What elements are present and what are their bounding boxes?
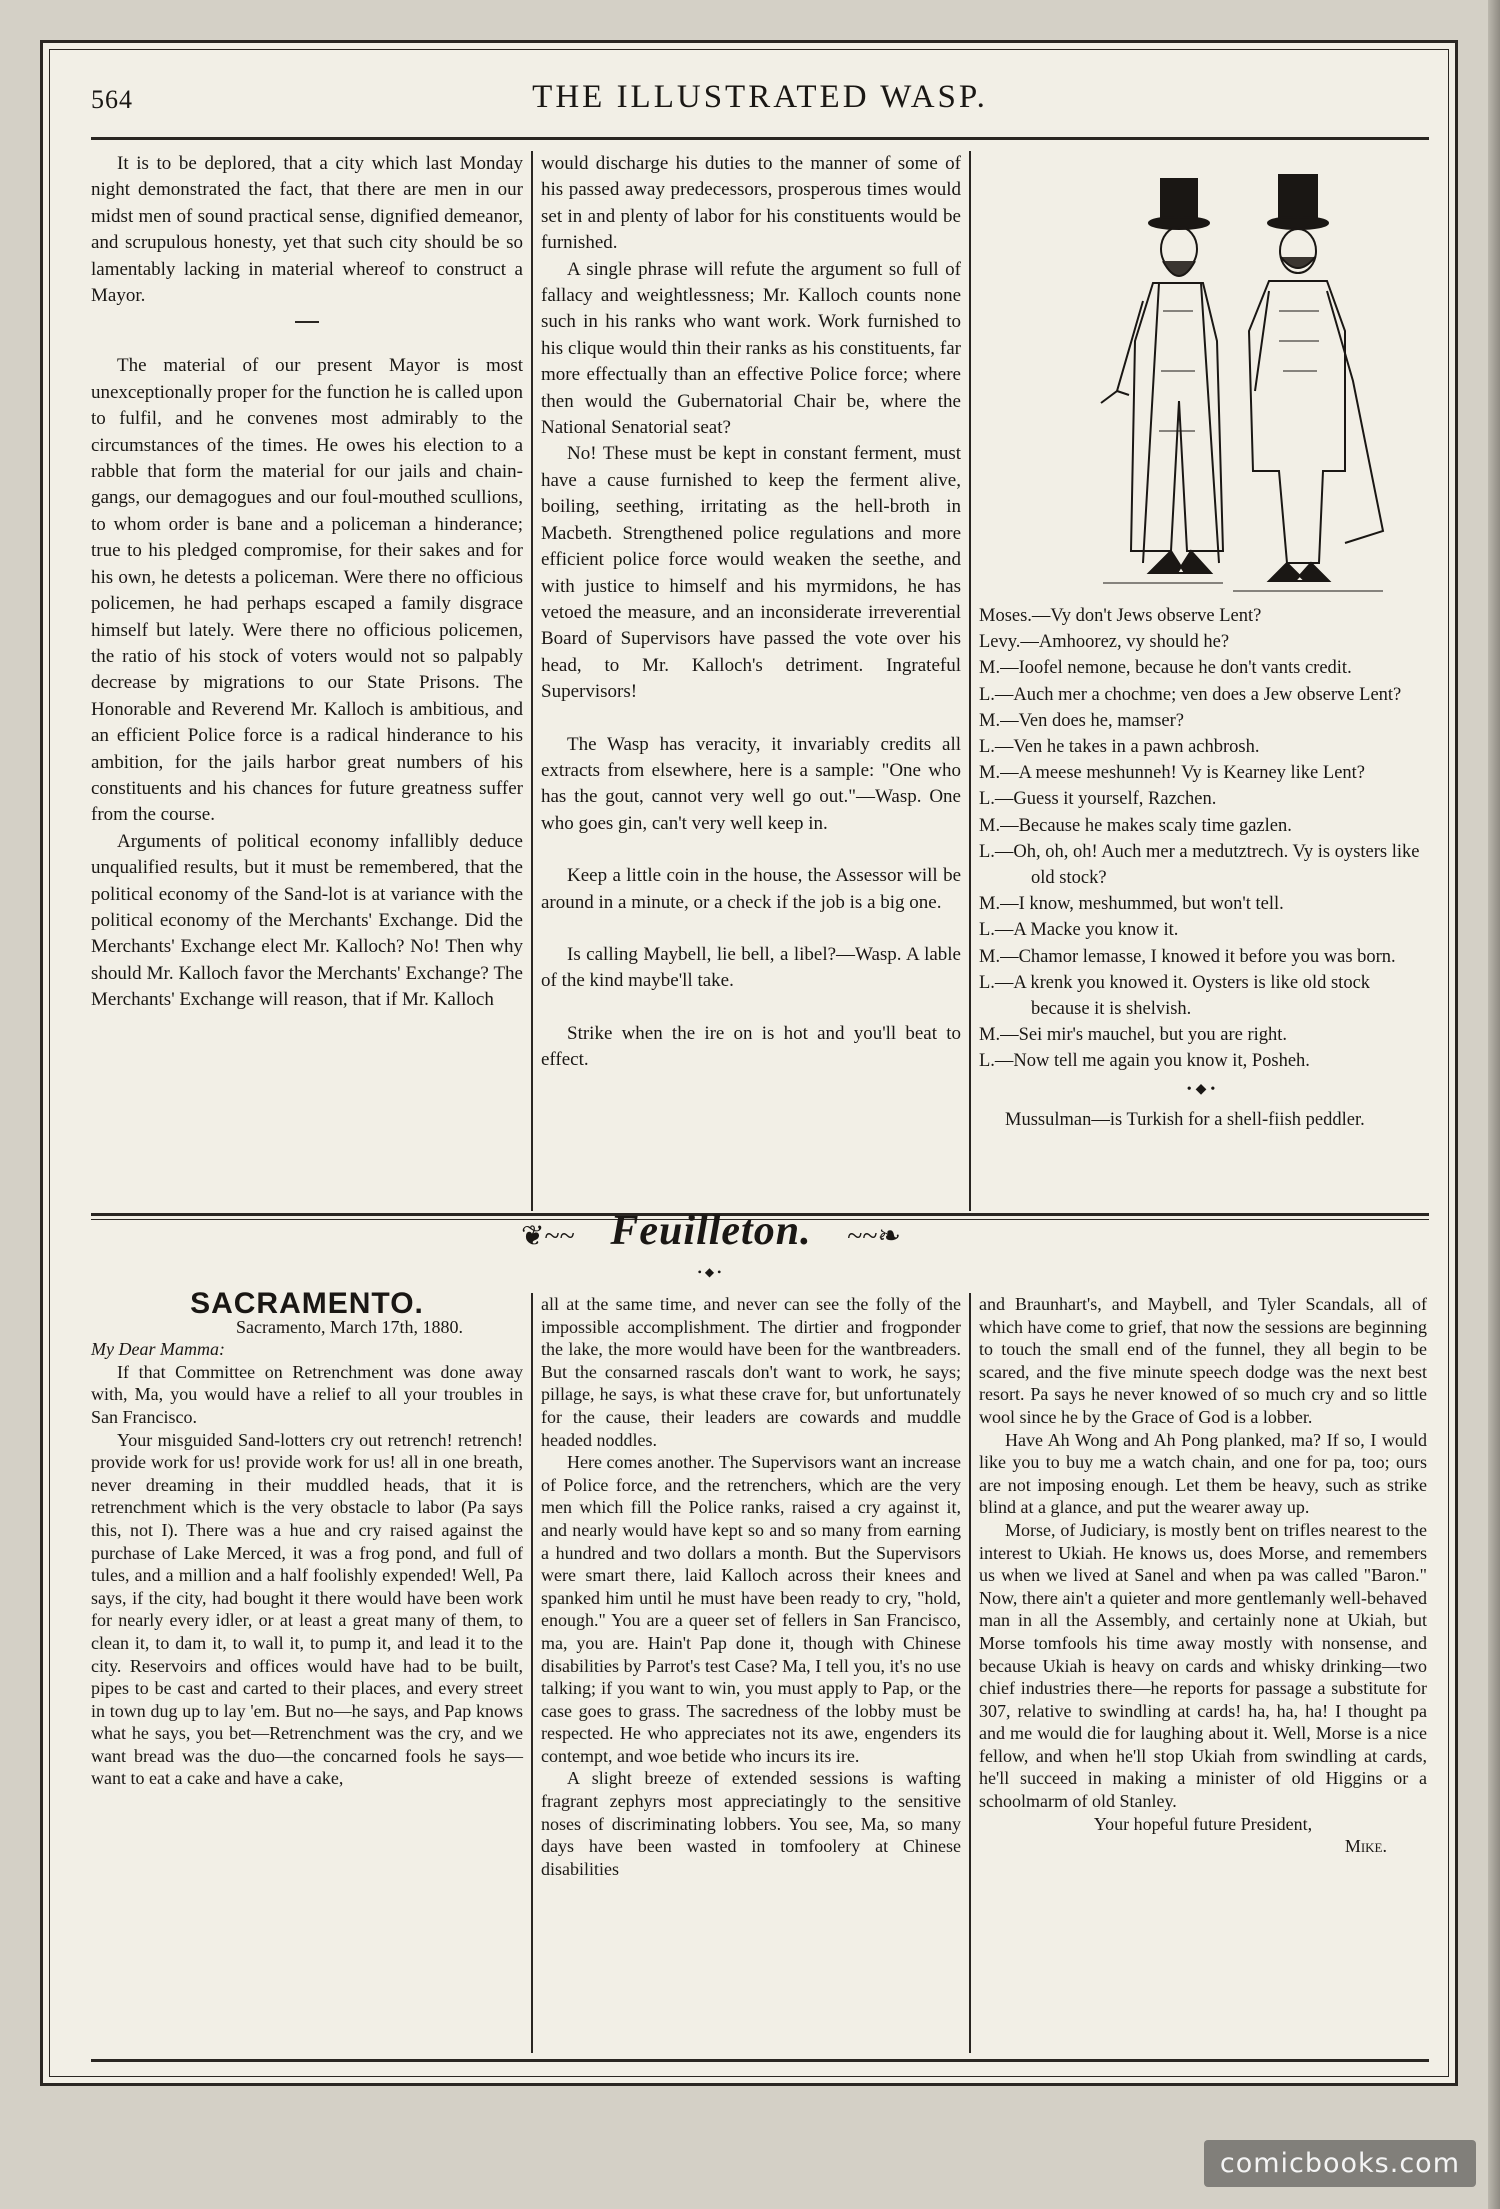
feuilleton-column-2: [541, 1293, 961, 1880]
column-rule: [969, 1293, 971, 2053]
closing: Your hopeful future President,: [1093, 1813, 1313, 1834]
paragraph: Strike when the ire on is hot and you'll beat to effect.: [541, 1022, 961, 1071]
dialogue-line: L.—A Macke you know it.: [979, 920, 1179, 941]
paragraph: No! These must be kept in constant ferment, must have a cause furnished to keep the ferment alive, boiling, seething, irritating as the hell-broth in Macbeth. Strengthened police regulations and more efficient police force would weaken the seethe, and with justice to himself and his myrmidons, he has vetoed the measure, and an inconsiderate irreverential Board of Supervisors have passed the vote over his head, to Mr. Kalloch's detriment. Ingrateful Supervisors!: [541, 443, 961, 703]
paragraph: Have Ah Wong and Ah Pong planked, ma? If so, I would like you to buy me a watch chain, and one for pa, too; ours are not imposing enough. Let them be heavy, such as strike blind at a glance, and put the wearer away up.: [979, 1429, 1427, 1518]
paragraph: and Braunhart's, and Maybell, and Tyler Scandals, all of which have come to grief, that now the sessions are beginning to touch the small end of the funnel, they all begin to be scared, and the five minute speech dodge was the next best resort. Pa says he never knowed of so much cry and so little wool since he by the Grace of God is a lobber.: [979, 1294, 1427, 1427]
ornament-divider: •◆•: [1186, 1081, 1220, 1097]
signature: Mike.: [1344, 1836, 1387, 1857]
paragraph: The material of our present Mayor is most unexceptionally proper for the function he is called upon to fulfil, and he convenes most admirably to the circumstances of the times. He owes his election to a rabble that form the material for our jails and chain-gangs, our demagogues and our foul-mouthed scullions, to whom order is bane and a policeman a hinderance; true to his pledged compromise, for their sakes and for his own, he detests a policeman. Were there no officious policemen, he had perhaps escaped a family disgrace himself but lately. Were there no officious policemen, the ratio of his stock of voters would not so palpably decrease by migrations to our State Prisons. The Honorable and Reverend Mr. Kalloch is ambitious, and an efficient Police force is a radical hinderance to his ambition, for the jails harbor great numbers of his constituents and his chances for future greatness suffer from the course.: [91, 355, 523, 826]
feuilleton-column-1: [91, 1287, 523, 1790]
flourish-right-icon: ~~❧: [847, 1221, 901, 1252]
column-rule: [531, 1293, 533, 2053]
paragraph: If that Committee on Retrenchment was done away with, Ma, you would have a relief to all your troubles in San Francisco.: [91, 1361, 523, 1427]
page-number: 564: [91, 85, 133, 114]
dialogue-line: L.—Guess it yourself, Razchen.: [979, 789, 1217, 810]
dateline: Sacramento, March 17th, 1880.: [236, 1316, 463, 1337]
paragraph: Your misguided Sand-lotters cry out retrench! retrench! provide work for us! provide work for us! all in one breath, never dreaming in their muddled heads, that it is retrenchment which is the very obstacle to labor (Pa says this, not I). There was a hue and cry raised against the purchase of Lake Merced, it was a frog pond, and full of tules, and a million and a half foolishly expended! Well, Pa says, if the city, had bought it there would have been work for nearly every idler, or at least a great many of them, to clean it, to dam it, to wall it, to pump it, and lead it to the city. Reservoirs and offices would have had to be built, pipes to be cast and carted to their places, and every street in town dug up to lay 'em. But no—he says, and Pap knows what he says, you bet—Retrenchment was the cry, and we want bread was the duo—the concarned fools he says—want to eat a cake and have a cake,: [91, 1429, 523, 1789]
dialogue-line: M.—Ioofel nemone, because he don't vants credit.: [979, 658, 1352, 679]
dialogue-line: L.—Ven he takes in a pawn achbrosh.: [979, 737, 1260, 758]
dialogue-line: M.—Sei mir's mauchel, but you are right.: [979, 1025, 1288, 1046]
bottom-rule: [91, 2059, 1429, 2062]
dialogue-line: M.—Ven does he, mamser?: [979, 710, 1184, 731]
dialogue-line: Levy.—Amhoorez, vy should he?: [979, 632, 1230, 653]
paragraph: It is to be deplored, that a city which last Monday night demonstrated the fact, that there are men in our midst men of sound practical sense, dignified demeanor, and scrupulous honesty, yet that such city should be so lamentably lacking in material whereof to construct a Mayor.: [91, 153, 523, 307]
feuilleton-title: Feuilleton.: [610, 1208, 812, 1254]
column-rule: [969, 151, 971, 1211]
masthead-title: THE ILLUSTRATED WASP.: [532, 79, 988, 115]
salutation: My Dear Mamma:: [91, 1339, 225, 1360]
flourish-left-icon: ❦~~: [521, 1221, 575, 1252]
paragraph: A slight breeze of extended sessions is wafting fragrant zephyrs most appreciatingly to the sensitive noses of discriminating lobbers. You see, Ma, so many days have been wasted in tomfoolery at Chinese disabilities: [541, 1768, 961, 1879]
dialogue-line: L.—Auch mer a chochme; ven does a Jew observe Lent?: [979, 684, 1402, 705]
column-2: [541, 151, 961, 1074]
dialogue-column: [979, 603, 1427, 1133]
column-rule: [531, 151, 533, 1211]
section-dash: [295, 321, 319, 323]
paragraph: The Wasp has veracity, it invariably credits all extracts from elsewhere, here is a sample: "One who has the gout, cannot very well go out."—Wasp. One who goes gin, can't very well keep in.: [541, 733, 961, 834]
feuilleton-ornament: •◆•: [697, 1265, 725, 1279]
dialogue-line: M.—I know, meshummed, but won't tell.: [979, 894, 1284, 915]
paragraph: Here comes another. The Supervisors want an increase of Police force, and the retrenchers, which are the very men which fill the Police ranks, raised a cry against it, and nearly would have kept so and so many from earning a hundred and two dollars a month. But the Supervisors were smart there, laid Kalloch across their knees and spanked him until he must have been ready to cry, "hold, enough." You are a queer set of fellers in San Francisco, ma, you are. Hain't Pap done it, though with Chinese disabilities by Parrot's test Case? Ma, I tell you, it's no use talking; if you want to win, you must apply to Pap, or the case goes to grass. The sacredness of the lobby must be respected. He who appreciates not its awe, engenders its contempt, and woe betide who incurs its ire.: [541, 1452, 961, 1766]
paragraph: all at the same time, and never can see the folly of the impossible accomplishment. The dirtier and frogponder the lake, the more would have been for the wantbreaders. But the consarned rascals don't want to work, he says; pillage, he says, is what these crave for, but unfortunately for the cause, their leaders are cowards and muddle headed noddles.: [541, 1294, 961, 1450]
dialogue-line: M.—A meese meshunneh! Vy is Kearney like Lent?: [979, 763, 1366, 784]
dialogue-line: Moses.—Vy don't Jews observe Lent?: [979, 606, 1262, 626]
scan-edge: [1488, 0, 1500, 2209]
newspaper-page: [40, 40, 1458, 2086]
paragraph: would discharge his duties to the manner of some of his passed away predecessors, prosperous times would set in and plenty of labor for his constituents would be furnished.: [541, 153, 961, 254]
article-headline: SACRAMENTO.: [190, 1287, 424, 1320]
column-1: [91, 151, 523, 1014]
page-header: [91, 79, 1429, 140]
paragraph: Keep a little coin in the house, the Assessor will be around in a minute, or a check if the job is a big one.: [541, 865, 961, 913]
dialogue-line: L.—Oh, oh, oh! Auch mer a medutztrech. Vy is oysters like old stock?: [979, 841, 1420, 889]
feuilleton-heading: [521, 1201, 901, 1279]
dialogue-line: M.—Chamor lemasse, I knowed it before you was born.: [979, 946, 1396, 967]
dialogue-line: L.—A krenk you knowed it. Oysters is like old stock because it is shelvish.: [979, 972, 1371, 1020]
dialogue-line: L.—Now tell me again you know it, Posheh.: [979, 1051, 1310, 1072]
paragraph: Is calling Maybell, lie bell, a libel?—Wasp. A lable of the kind maybe'll take.: [541, 943, 961, 992]
paragraph: A single phrase will refute the argument so full of fallacy and weightlessness; Mr. Kalloch counts none such in his ranks who want work. Work furnished to his clique would thin their ranks as his constituents, far more effectually than an effective Police force; where then would the Gubernatorial Chair be, where the National Senatorial seat?: [541, 258, 961, 439]
two-gentlemen-illustration: [1083, 171, 1403, 603]
watermark: comicbooks.com: [1204, 2140, 1476, 2187]
paragraph: Arguments of political economy infallibly deduce unqualified results, but it must be remembered, that the political economy of the Sand-lot is at variance with the political economy of the Merchants' Exchange. Did the Merchants' Exchange elect Mr. Kalloch? No! Then why should Mr. Kalloch favor the Merchants' Exchange? The Merchants' Exchange will reason, that if Mr. Kalloch: [91, 830, 523, 1011]
feuilleton-column-3: [979, 1293, 1427, 1858]
dialogue-line: M.—Because he makes scaly time gazlen.: [979, 815, 1292, 836]
paragraph: Morse, of Judiciary, is mostly bent on trifles nearest to the interest to Ukiah. He knows us, does Morse, and remembers us when we lived at Sanel and when pa was called "Baron." Now, there ain't a quieter and more gentlemanly well-behaved man in all the Assembly, and certainly none at Ukiah, but Morse tomfools his time away mostly with nonsense, and because Ukiah is heavy on cards and whisky drinking—two chief industries there—he reports for passage a substitute for 307, relative to swindling at cards! ha, ha, ha! I thought pa and me would die for laughing about it. Well, Morse is a nice fellow, and when he'll stop Ukiah from swindling at cards, he'll succeed in making a minister of old Higgins or a schoolmarm of old Stanley.: [979, 1519, 1427, 1812]
dialogue-footer: Mussulman—is Turkish for a shell-fiish peddler.: [1005, 1109, 1365, 1130]
